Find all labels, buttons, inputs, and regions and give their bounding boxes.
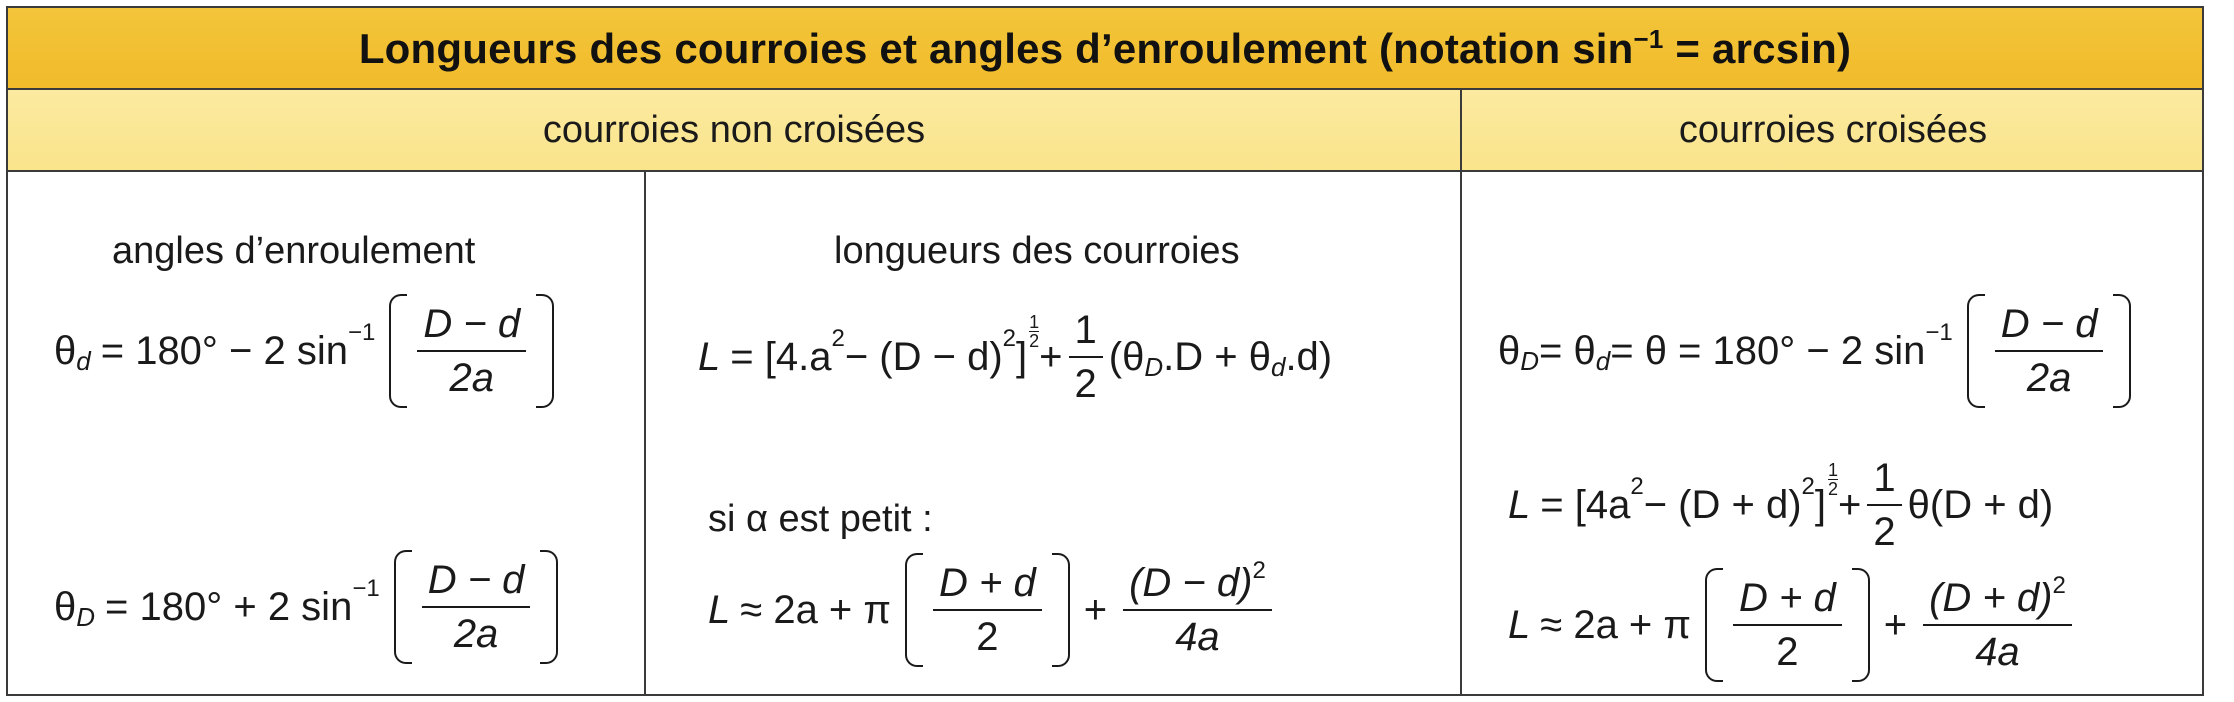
fraction-denominator: 2: [976, 615, 999, 659]
left-paren: [1967, 294, 1985, 408]
middle-term: .D + θ: [1163, 334, 1271, 379]
fraction-numerator: D − d: [417, 302, 526, 352]
formula-length-crossed-approx: [1508, 568, 2078, 682]
title-bar: [8, 8, 2202, 90]
half-den: 2: [1029, 330, 1040, 351]
fraction-denominator: 4a: [1975, 630, 2020, 674]
fraction-denominator: 2: [1776, 630, 1799, 674]
left-paren: [905, 553, 923, 667]
right-paren: [2113, 294, 2131, 408]
fraction-numerator: D + d: [1733, 576, 1842, 626]
fraction: [1995, 302, 2104, 400]
right-paren: [1052, 553, 1070, 667]
fraction-denominator: 2: [1074, 362, 1097, 406]
fraction: [1733, 576, 1842, 674]
fraction-numerator: D − d: [1995, 302, 2104, 352]
theta-subscript: D: [1520, 345, 1540, 376]
right-paren: [536, 294, 554, 408]
fraction-denominator: 2a: [453, 612, 499, 656]
fraction-half: [1867, 456, 1901, 554]
fraction-numerator: 1: [1069, 308, 1103, 358]
term-a: = [4.a: [730, 334, 832, 379]
theta-term: (θ: [1108, 334, 1145, 379]
formula-length-open: [698, 308, 1332, 406]
theta-subscript: D: [76, 601, 96, 632]
fraction-numerator: [1123, 557, 1272, 611]
exp-a: 2: [1630, 473, 1644, 500]
length-symbol: L: [698, 334, 721, 379]
numerator-text: (D − d): [1129, 561, 1253, 605]
half-exponent: [1828, 461, 1838, 498]
numerator-exponent: 2: [1252, 557, 1266, 584]
left-paren: [1705, 568, 1723, 682]
formula-table: [6, 6, 2204, 696]
subheader-bar: [8, 90, 2202, 172]
fraction: [417, 302, 526, 400]
table-title: [359, 24, 1851, 73]
fraction: [422, 558, 531, 656]
theta-symbol: θ: [54, 584, 77, 629]
fraction-denominator: 2: [1873, 510, 1896, 554]
left-paren: [394, 550, 412, 664]
term-a: = [4a: [1540, 482, 1631, 527]
exp-b: 2: [1801, 473, 1815, 500]
subheader-non-crossed: courroies non croisées: [542, 108, 926, 151]
inverse-exponent: −1: [348, 319, 376, 346]
half-exponent: [1029, 313, 1039, 350]
fraction-numerator: [1923, 572, 2072, 626]
plus-sign: +: [1039, 334, 1063, 379]
plus-sign: +: [1083, 587, 1108, 632]
formula-rhs: = 180° + 2 sin: [105, 584, 353, 629]
theta-equal: = θ: [1539, 328, 1596, 373]
end-term: .d): [1285, 334, 1333, 379]
fraction-square: [1123, 557, 1272, 659]
small-angle-label: si α est petit :: [708, 498, 933, 540]
fraction-denominator: 2a: [449, 356, 494, 400]
divider-crossed: [1460, 90, 1462, 694]
half-num: 1: [1828, 459, 1839, 480]
fraction: [933, 561, 1042, 659]
theta-subscript: d: [1595, 345, 1611, 376]
exp-b: 2: [1002, 325, 1017, 352]
theta-symbol: θ: [54, 328, 77, 373]
divider-col1: [644, 172, 646, 694]
length-symbol: L: [1508, 602, 1531, 647]
term-b: − (D + d): [1643, 482, 1802, 527]
fraction-numerator: 1: [1867, 456, 1901, 506]
plus-sign: +: [1838, 482, 1862, 527]
numerator-exponent: 2: [2052, 572, 2066, 599]
numerator-text: (D + d): [1929, 576, 2053, 620]
formula-theta-crossed: [1498, 294, 2135, 408]
formula-rhs: = 180° − 2 sin: [100, 328, 349, 373]
bracket-close: ]: [1814, 482, 1827, 527]
theta-symbol: θ: [1498, 328, 1521, 373]
plus-sign: +: [1883, 602, 1908, 647]
half-num: 1: [1029, 311, 1040, 332]
right-paren: [1852, 568, 1870, 682]
lengths-heading: longueurs des courroies: [834, 230, 1240, 272]
title-tail: = arcsin): [1663, 24, 1852, 72]
inverse-exponent: −1: [1925, 319, 1953, 346]
left-paren: [389, 294, 407, 408]
length-symbol: L: [1508, 482, 1531, 527]
formula-theta-d: [54, 294, 558, 408]
angles-heading: angles d’enroulement: [112, 230, 476, 272]
fraction-half: [1069, 308, 1103, 406]
fraction-numerator: D + d: [933, 561, 1042, 611]
fraction-denominator: 4a: [1175, 615, 1220, 659]
half-den: 2: [1828, 478, 1839, 499]
formula-length-approx: [708, 553, 1278, 667]
exp-a: 2: [831, 325, 845, 352]
formula-theta-D: [54, 550, 562, 664]
theta-subscript: d: [76, 345, 91, 376]
approx-term: ≈ 2a + π: [1540, 602, 1691, 647]
approx-term: ≈ 2a + π: [740, 587, 891, 632]
formula-rhs: = θ = 180° − 2 sin: [1610, 328, 1926, 373]
fraction-square: [1923, 572, 2072, 674]
bracket-close: ]: [1016, 334, 1028, 379]
fraction-denominator: 2a: [2026, 356, 2072, 400]
right-paren: [540, 550, 558, 664]
title-text: Longueurs des courroies et angles d’enroulement (notation sin: [358, 24, 1634, 72]
theta-subscript: D: [1144, 351, 1164, 382]
length-symbol: L: [708, 587, 731, 632]
term-b: − (D − d): [844, 334, 1003, 379]
subheader-crossed: courroies croisées: [1678, 108, 1988, 151]
title-superscript: −1: [1633, 23, 1664, 54]
theta-term: θ(D + d): [1907, 482, 2054, 527]
inverse-exponent: −1: [352, 575, 380, 602]
fraction-numerator: D − d: [422, 558, 531, 608]
formula-length-crossed: [1508, 456, 2053, 554]
theta-subscript: d: [1270, 351, 1286, 382]
